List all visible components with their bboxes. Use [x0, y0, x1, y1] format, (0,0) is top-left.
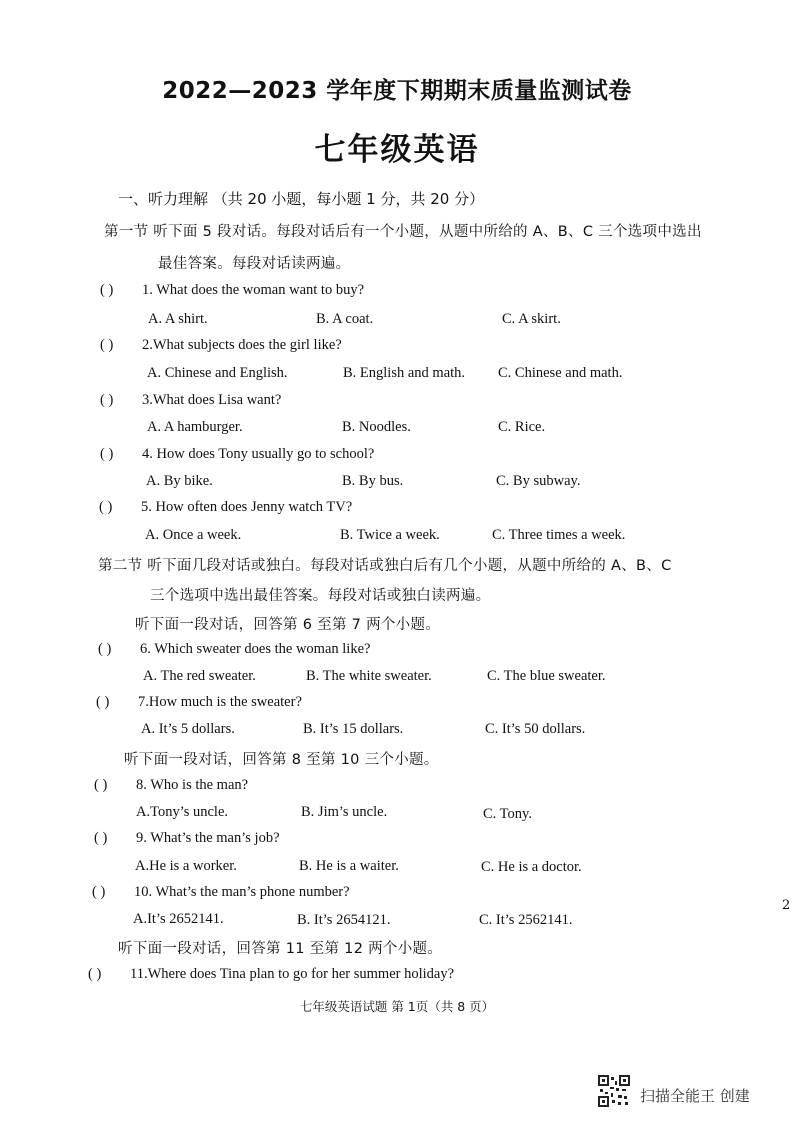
option-a: A. Chinese and English. [147, 365, 288, 381]
option-a: A.It’s 2652141. [133, 911, 224, 927]
question-9 [94, 830, 280, 847]
question-1 [100, 282, 364, 299]
question-text: 1. What does the woman want to buy? [142, 282, 365, 298]
answer-blank[interactable]: ( ) [100, 282, 114, 298]
option-a: A. By bike. [146, 473, 213, 489]
answer-blank[interactable]: ( ) [100, 337, 114, 353]
question-text: 5. How often does Jenny watch TV? [141, 499, 353, 515]
option-a: A. The red sweater. [143, 668, 256, 684]
answer-blank[interactable]: ( ) [88, 966, 102, 982]
option-b: B. Twice a week. [340, 527, 440, 543]
edge-mark: 2 [782, 898, 791, 913]
option-c: C. A skirt. [502, 311, 561, 327]
question-text: 11.Where does Tina plan to go for her summer holiday? [130, 966, 455, 982]
question-text: 10. What’s the man’s phone number? [134, 884, 350, 900]
option-b: B. By bus. [342, 473, 404, 489]
question-text: 9. What’s the man’s job? [136, 830, 280, 846]
answer-blank[interactable]: ( ) [96, 694, 110, 710]
scanner-watermark: 扫描全能王 创建 [640, 1087, 750, 1105]
option-b: B. It’s 2654121. [297, 912, 391, 928]
question-6 [98, 641, 370, 658]
question-5 [99, 499, 352, 516]
option-b: B. The white sweater. [306, 668, 432, 684]
question-text: 2.What subjects does the girl like? [142, 337, 342, 353]
option-c: C. Three times a week. [492, 527, 626, 543]
option-c: C. It’s 2562141. [479, 912, 573, 928]
listening-instruction-11-12: 听下面一段对话，回答第 11 至第 12 两个小题。 [118, 941, 443, 957]
answer-blank[interactable]: ( ) [92, 884, 106, 900]
listening-instruction-8-10: 听下面一段对话，回答第 8 至第 10 三个小题。 [124, 752, 439, 768]
option-a: A.Tony’s uncle. [136, 804, 229, 820]
question-2 [100, 337, 342, 354]
exam-title: 2022—2023 学年度下期期末质量监测试卷 [162, 78, 632, 104]
option-c: C. The blue sweater. [487, 668, 606, 684]
option-a: A.He is a worker. [135, 858, 237, 874]
part1-instructions-line2: 最佳答案。每段对话读两遍。 [158, 256, 351, 272]
answer-blank[interactable]: ( ) [100, 392, 114, 408]
question-3 [100, 392, 281, 409]
question-11 [88, 966, 454, 983]
option-b: B. A coat. [316, 311, 374, 327]
page-footer: 七年级英语试题 第 1页（共 8 页） [299, 999, 495, 1014]
option-c: C. Rice. [498, 419, 546, 435]
question-8 [94, 777, 248, 794]
question-7 [96, 694, 302, 711]
option-a: A. Once a week. [145, 527, 242, 543]
exam-subject: 七年级英语 [314, 132, 480, 168]
question-text: 7.How much is the sweater? [138, 694, 302, 710]
question-text: 6. Which sweater does the woman like? [140, 641, 371, 657]
question-4 [100, 446, 374, 463]
option-c: C. It’s 50 dollars. [485, 721, 586, 737]
question-10 [92, 884, 350, 901]
option-a: A. A hamburger. [147, 419, 243, 435]
answer-blank[interactable]: ( ) [100, 446, 114, 462]
question-text: 8. Who is the man? [136, 777, 249, 793]
answer-blank[interactable]: ( ) [94, 830, 108, 846]
answer-blank[interactable]: ( ) [94, 777, 108, 793]
option-c: C. He is a doctor. [481, 859, 582, 875]
option-c: C. By subway. [496, 473, 581, 489]
question-text: 3.What does Lisa want? [142, 392, 282, 408]
part2-instructions-line1: 第二节 听下面几段对话或独白。每段对话或独白后有几个小题，从题中所给的 A、B、C [98, 558, 672, 574]
answer-blank[interactable]: ( ) [99, 499, 113, 515]
question-text: 4. How does Tony usually go to school? [142, 446, 375, 462]
qr-code-icon [598, 1075, 630, 1107]
option-b: B. It’s 15 dollars. [303, 721, 404, 737]
listening-instruction-6-7: 听下面一段对话，回答第 6 至第 7 两个小题。 [135, 617, 441, 633]
option-c: C. Chinese and math. [498, 365, 623, 381]
option-b: B. English and math. [343, 365, 466, 381]
section-heading: 一、听力理解 （共 20 小题，每小题 1 分，共 20 分） [118, 190, 485, 208]
option-b: B. Jim’s uncle. [301, 804, 388, 820]
option-b: B. Noodles. [342, 419, 411, 435]
option-a: A. It’s 5 dollars. [141, 721, 235, 737]
part1-instructions-line1: 第一节 听下面 5 段对话。每段对话后有一个小题，从题中所给的 A、B、C 三个选项中选出 [104, 224, 702, 240]
option-b: B. He is a waiter. [299, 858, 399, 874]
option-c: C. Tony. [483, 806, 532, 822]
answer-blank[interactable]: ( ) [98, 641, 112, 657]
part2-instructions-line2: 三个选项中选出最佳答案。每段对话或独白读两遍。 [150, 588, 491, 604]
option-a: A. A shirt. [148, 311, 208, 327]
